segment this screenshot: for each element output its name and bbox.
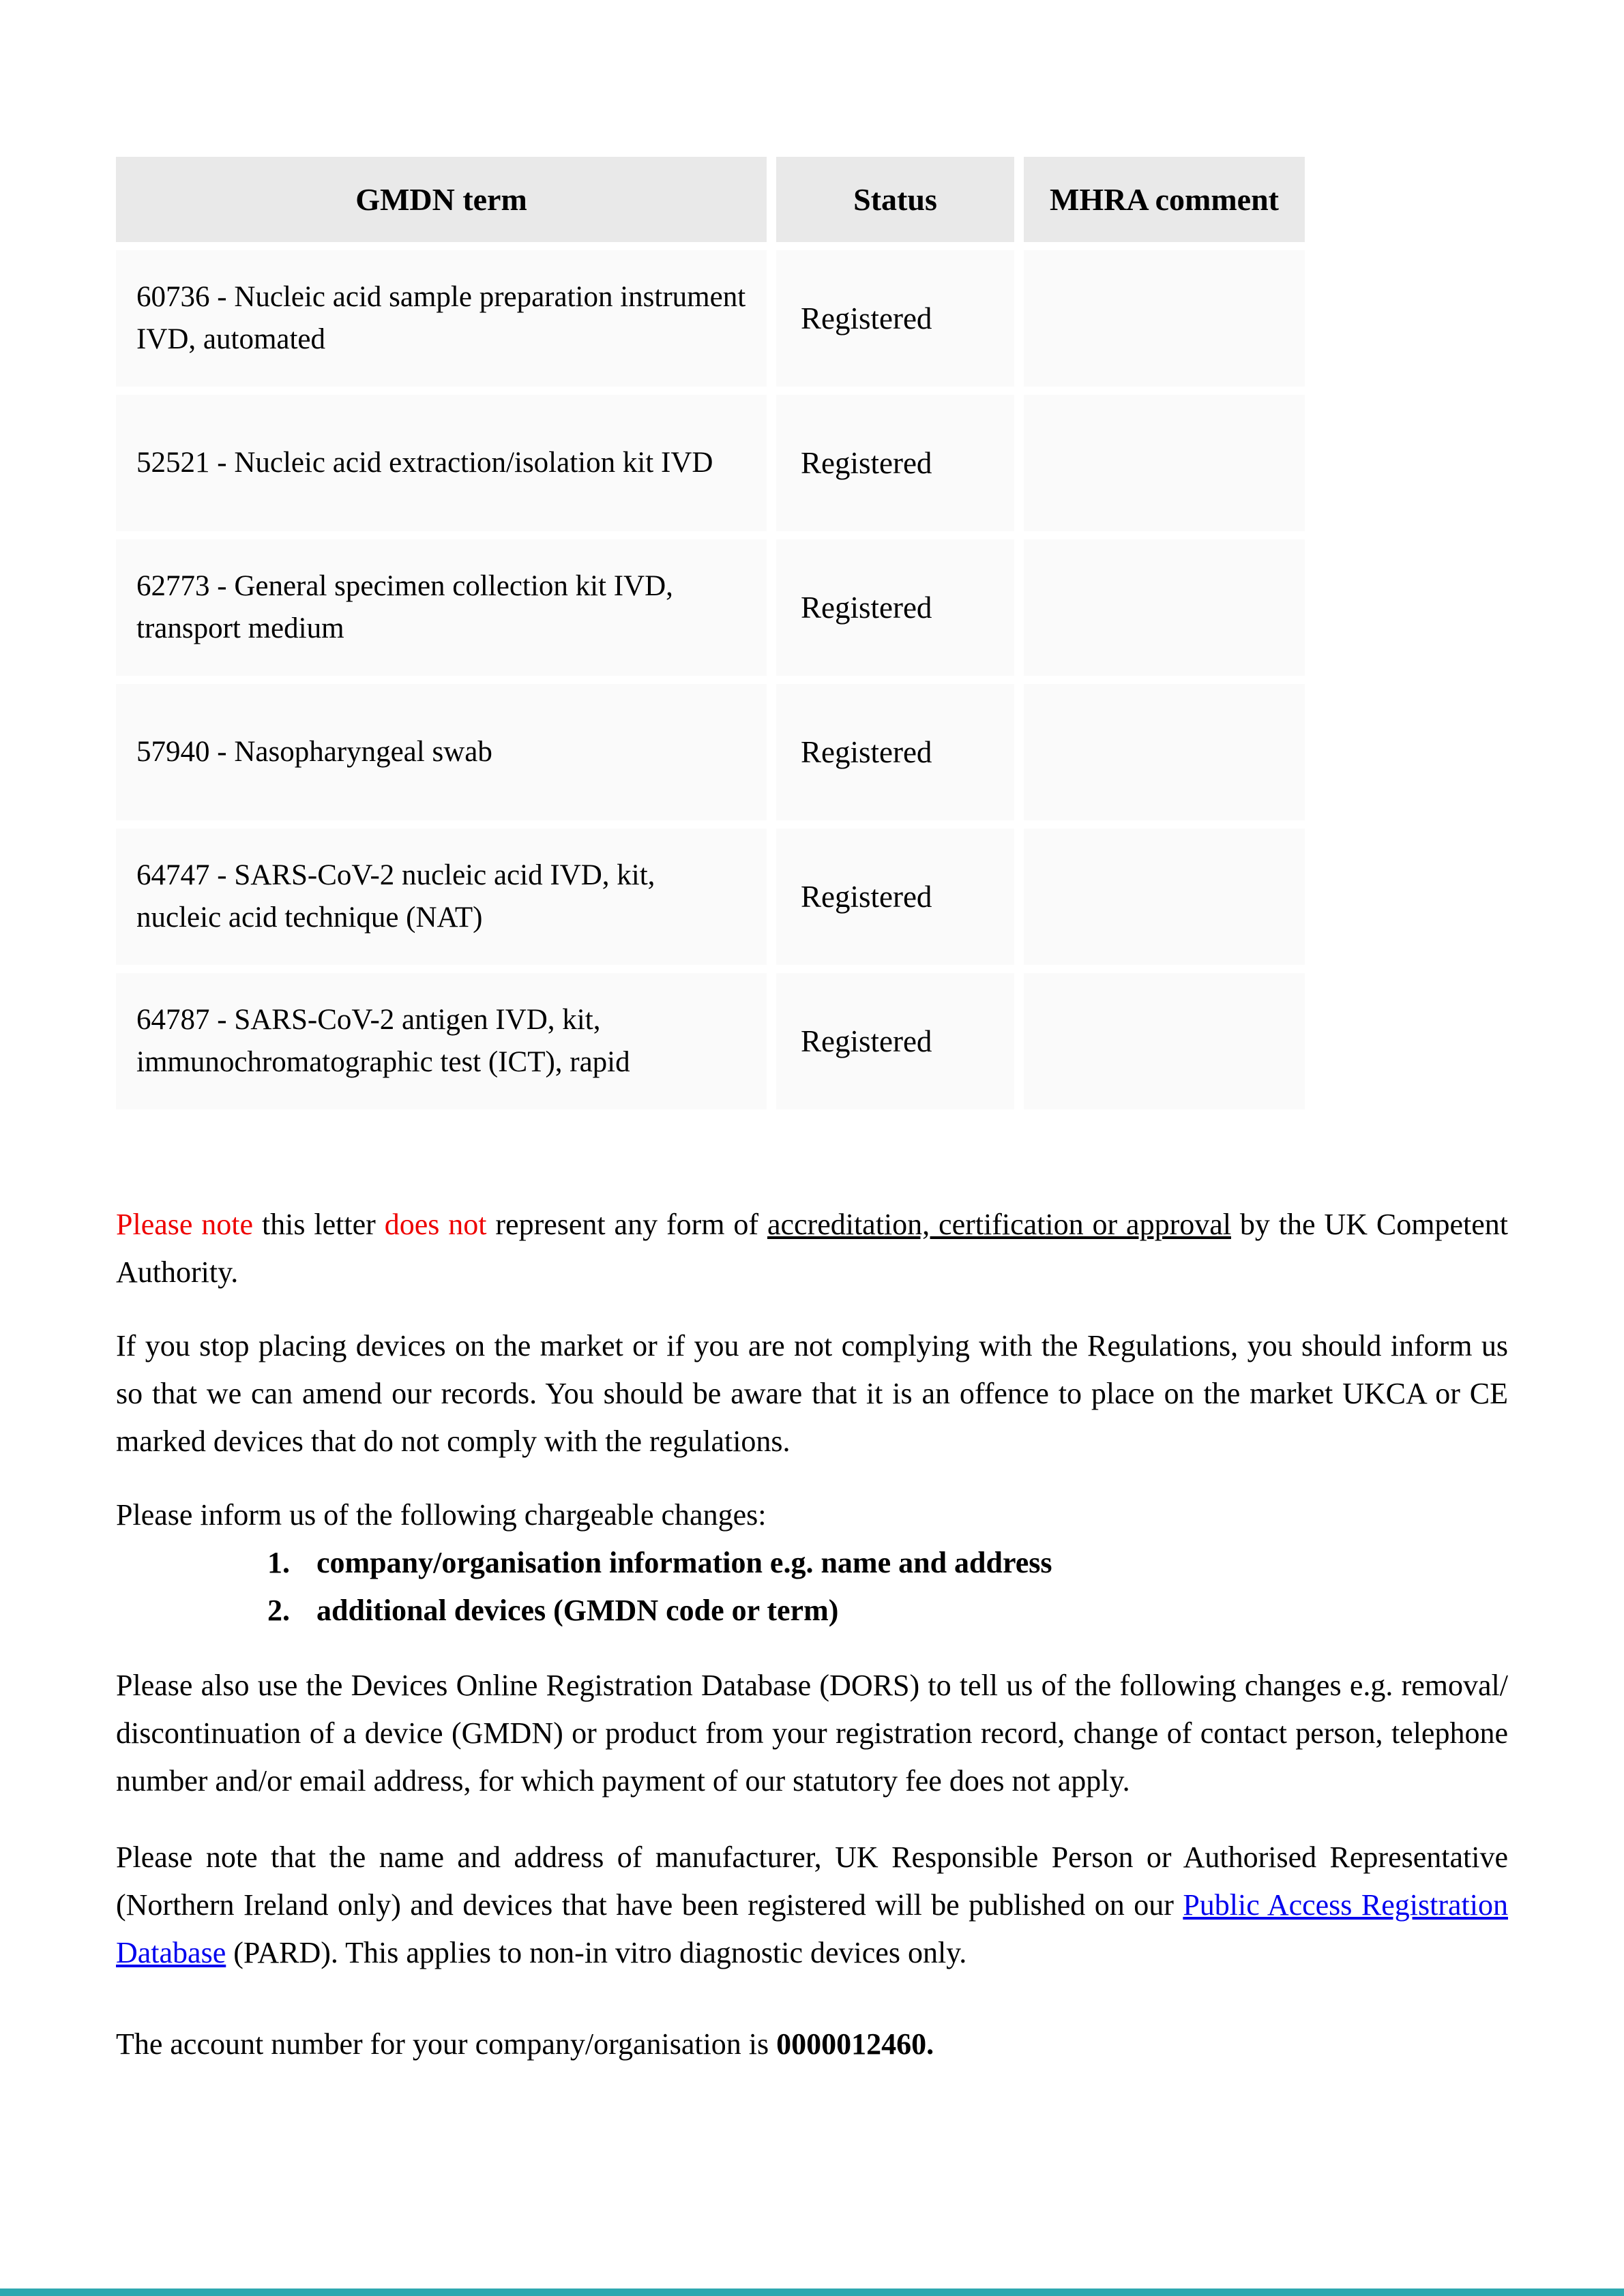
accreditation-underlined-text: accreditation, certification or approval [767, 1208, 1231, 1241]
gmdn-term-cell: 64747 - SARS-CoV-2 nucleic acid IVD, kit, nucleic acid technique (NAT) [116, 829, 767, 965]
list-item-number: 2. [267, 1594, 290, 1627]
gmdn-term-cell: 62773 - General specimen collection kit IVD, transport medium [116, 539, 767, 676]
account-text: The account number for your company/organisation is [116, 2027, 777, 2061]
list-item-label: company/organisation information e.g. name and address [316, 1546, 1052, 1579]
chargeable-changes-intro: Please inform us of the following chargeable changes: [116, 1498, 767, 1532]
note-text: this letter [253, 1208, 385, 1241]
list-item [267, 1539, 1508, 1587]
status-cell: Registered [776, 539, 1014, 676]
list-item [267, 1587, 1508, 1635]
list-item-number: 1. [267, 1546, 290, 1579]
account-number-value: 0000012460. [776, 2027, 934, 2061]
gmdn-term-cell: 52521 - Nucleic acid extraction/isolation kit IVD [116, 395, 767, 531]
document-content [0, 157, 1624, 2068]
mhra-comment-cell [1024, 973, 1305, 1109]
gmdn-term-cell: 60736 - Nucleic acid sample preparation instrument IVD, automated [116, 250, 767, 387]
note-paragraph [116, 1201, 1508, 1296]
gmdn-table [116, 157, 1305, 1109]
mhra-comment-cell [1024, 684, 1305, 820]
account-number-paragraph [116, 2021, 1508, 2068]
column-header-gmdn-term: GMDN term [116, 157, 767, 242]
status-cell: Registered [776, 973, 1014, 1109]
stop-placing-paragraph: If you stop placing devices on the market or if you are not complying with the Regulations, you should inform us so that we can amend our records. You should be aware that it is an offence to place on the market UKCA or CE marked devices that do not comply with the regulations. [116, 1329, 1508, 1458]
gmdn-term-cell: 57940 - Nasopharyngeal swab [116, 684, 767, 820]
mhra-comment-cell [1024, 395, 1305, 531]
footer-brand-bar [0, 2288, 1624, 2296]
status-cell: Registered [776, 684, 1014, 820]
gmdn-term-cell: 64787 - SARS-CoV-2 antigen IVD, kit, immunochromatographic test (ICT), rapid [116, 973, 767, 1109]
please-note-emphasis: Please note [116, 1208, 254, 1241]
dors-paragraph: Please also use the Devices Online Registration Database (DORS) to tell us of the following changes e.g. removal/ discontinuation of a device (GMDN) or product from your registration record, change of contact person, telephone number and/or email address, for which payment of our statutory fee does not apply. [116, 1669, 1508, 1798]
note-text-3: by the UK Competent Authority. [116, 1208, 1508, 1289]
mhra-comment-cell [1024, 250, 1305, 387]
pard-text: Please note that the name and address of manufacturer, UK Responsible Person or Authorised Representative (Northern Ireland only) and devices that have been registered will be published on our [116, 1840, 1508, 1922]
does-not-emphasis: does not [384, 1208, 487, 1241]
note-text-2: represent any form of [486, 1208, 767, 1241]
pard-paragraph [116, 1834, 1508, 1977]
column-header-status: Status [776, 157, 1014, 242]
chargeable-changes-list [116, 1539, 1508, 1635]
column-header-mhra-comment: MHRA comment [1024, 157, 1305, 242]
mhra-comment-cell [1024, 829, 1305, 965]
list-item-label: additional devices (GMDN code or term) [316, 1594, 839, 1627]
status-cell: Registered [776, 829, 1014, 965]
status-cell: Registered [776, 250, 1014, 387]
pard-link[interactable]: Public Access Registration Database [116, 1888, 1508, 1969]
pard-text-2: (PARD). This applies to non-in vitro diagnostic devices only. [226, 1936, 967, 1969]
status-cell: Registered [776, 395, 1014, 531]
mhra-comment-cell [1024, 539, 1305, 676]
